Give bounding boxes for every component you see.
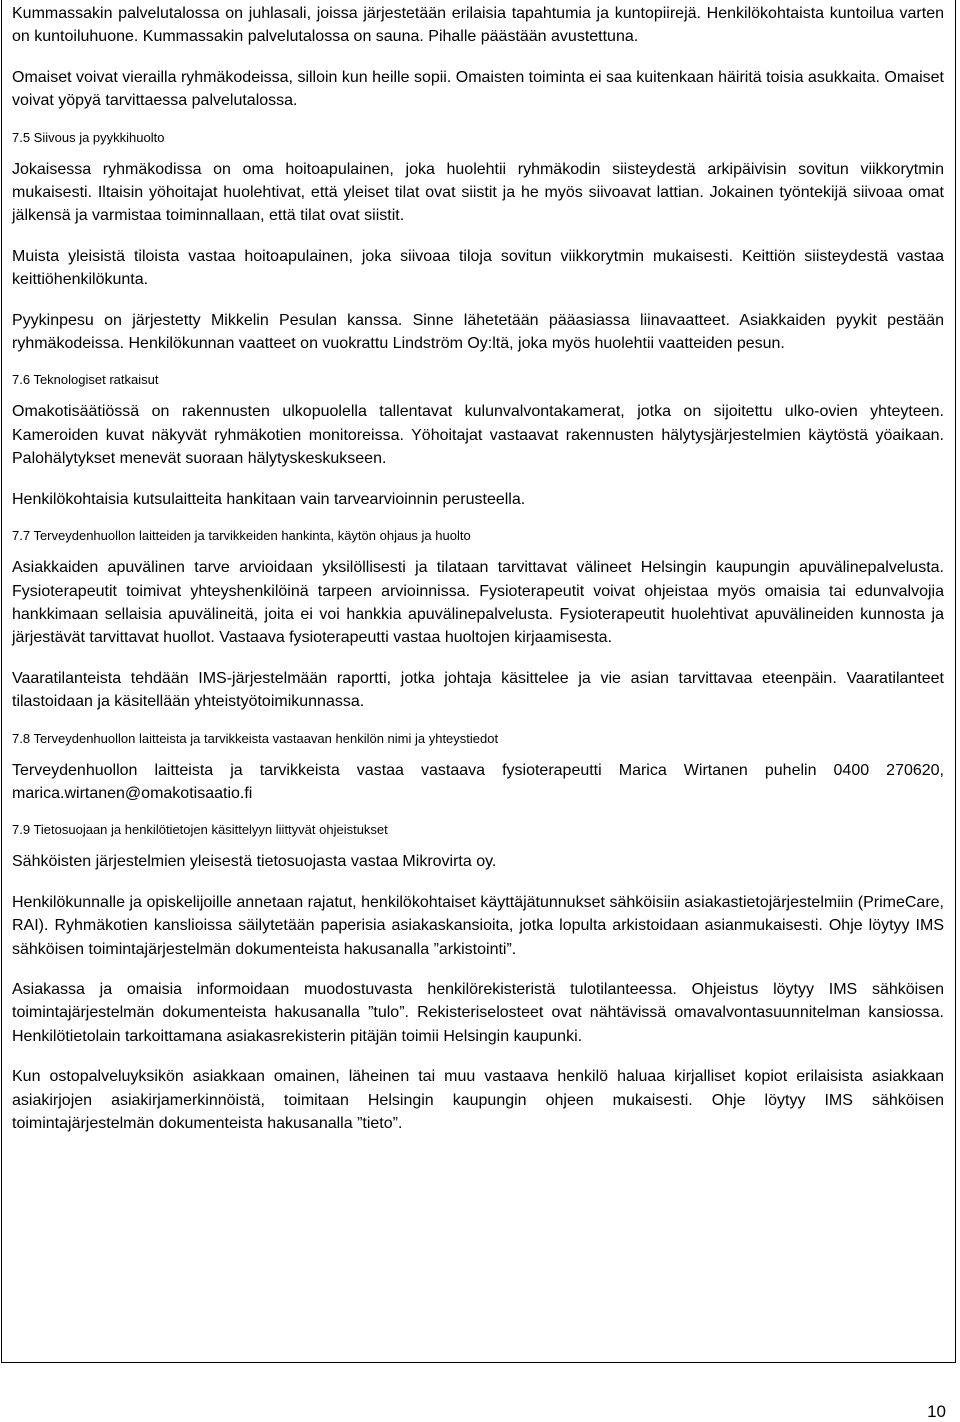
paragraph: Pyykinpesu on järjestetty Mikkelin Pesulan kanssa. Sinne lähetetään pääasiassa liinavaatteet. Asiakkaiden pyykit pestään ryhmäkodeissa. Henkilökunnan vaatteet on vuokrattu Lindström Oy:ltä, joka myös huolehtii vaatteiden pesun. xyxy=(12,311,944,353)
section-heading-7-9: 7.9 Tietosuojaan ja henkilötietojen käsittelyyn liittyvät ohjeistukset xyxy=(12,822,388,838)
paragraph: Jokaisessa ryhmäkodissa on oma hoitoapulainen, joka huolehtii ryhmäkodin siisteydestä arkipäivisin sovitun viikkorytmin mukaisesti. Iltaisin yöhoitajat huolehtivat, että yleiset tilat ovat siistit ja he myös siivoavat lattian. Jokainen työntekijä siivoaa omat jälkensä ja varmistaa toiminnallaan, että tilat ovat siistit. xyxy=(12,160,944,225)
section-heading-7-5: 7.5 Siivous ja pyykkihuolto xyxy=(12,129,165,145)
paragraph: Henkilökunnalle ja opiskelijoille annetaan rajatut, henkilökohtaiset käyttäjätunnukset sähköisiin asiakastietojärjestelmiin (PrimeCare, RAI). Ryhmäkotien kanslioissa säilytetään paperisia asiakaskansioita, jotka lopulta arkistoidaan asianmukaisesti. Ohje löytyy IMS sähköisen toimintajärjestelmän dokumenteista hakusanalla ”arkistointi”. xyxy=(12,893,944,958)
paragraph: Omakotisäätiössä on rakennusten ulkopuolella tallentavat kulunvalvontakamerat, jotka on sijoitettu ulko-ovien yhteyteen. Kameroiden kuvat näkyvät ryhmäkotien monitoreissa. Yöhoitajat vastaavat rakennusten hälytysjärjestelmien käytöstä yöaikaan. Palohälytykset menevät suoraan hälytyskeskukseen. xyxy=(12,403,944,468)
section-heading-7-6: 7.6 Teknologiset ratkaisut xyxy=(12,372,159,388)
paragraph: Asiakkaiden apuvälinen tarve arvioidaan yksilöllisesti ja tilataan tarvittavat välineet Helsingin kaupungin apuvälinepalvelusta. Fysioterapeutit toimivat yhteyshenkilöinä tarpeen arvioinnissa. Fysioterapeutit voivat ohjeistaa myös omaisia tai edunvalvojia hankkimaan sellaisia apuvälineitä, joita ei voi hankkia apuvälinepalvelusta. Fysioterapeutit huolehtivat apuvälineiden kunnosta ja järjestävät tarvittavat huollot. Vastaava fysioterapeutti vastaa huoltojen kirjaamisesta. xyxy=(12,559,944,647)
page-number: 10 xyxy=(927,1402,946,1421)
paragraph: Vaaratilanteista tehdään IMS-järjestelmään raportti, jotka johtaja käsittelee ja vie asian tarvittavaa eteenpäin. Vaaratilanteet tilastoidaan ja käsitellään yhteistyötoimikunnassa. xyxy=(12,669,944,711)
paragraph: Terveydenhuollon laitteista ja tarvikkeista vastaa vastaava fysioterapeutti Marica Wirtanen puhelin 0400 270620, marica.wirtanen@omakotisaatio.fi xyxy=(12,761,944,802)
paragraph: Asiakassa ja omaisia informoidaan muodostuvasta henkilörekisteristä tulotilanteessa. Ohjeistus löytyy IMS sähköisen toimintajärjestelmän dokumenteista hakusanalla ”tulo”. Rekisteriselosteet ovat nähtävissä omavalvontasuunnitelman kansiossa. Henkilötietolain tarkoittamana asiakasrekisterin pitäjän toimii Helsingin kaupunki. xyxy=(12,980,944,1045)
section-heading-7-7: 7.7 Terveydenhuollon laitteiden ja tarvikkeiden hankinta, käytön ohjaus ja huolto xyxy=(12,528,471,544)
section-heading-7-8: 7.8 Terveydenhuollon laitteista ja tarvikkeista vastaavan henkilön nimi ja yhteystiedot xyxy=(12,730,499,746)
paragraph: Kummassakin palvelutalossa on juhlasali, joissa järjestetään erilaisia tapahtumia ja kuntopiirejä. Henkilökohtaista kuntoilua varten on kuntoiluhuone. Kummassakin palvelutalossa on sauna. Pihalle päästään avustettuna. xyxy=(12,5,944,46)
paragraph: Henkilökohtaisia kutsulaitteita hankitaan vain tarvearvioinnin perusteella. xyxy=(12,490,526,508)
paragraph: Kun ostopalveluyksikön asiakkaan omainen, läheinen tai muu vastaava henkilö haluaa kirjalliset kopiot erilaisista asiakkaan asiakirjojen asiakirjamerkinnöistä, toimitaan Helsingin kaupungin ohjeen mukaisesti. Ohje löytyy IMS sähköisen toimintajärjestelmän dokumenteista hakusanalla ”tieto”. xyxy=(12,1068,944,1132)
paragraph: Muista yleisistä tiloista vastaa hoitoapulainen, joka siivoaa tiloja sovitun viikkorytmin mukaisesti. Keittiön siisteydestä vastaa keittiöhenkilökunta. xyxy=(12,247,944,289)
paragraph: Omaiset voivat vierailla ryhmäkodeissa, silloin kun heille sopii. Omaisten toiminta ei saa kuitenkaan häiritä toisia asukkaita. Omaiset voivat yöpyä tarvittaessa palvelutalossa. xyxy=(12,68,944,110)
document-body xyxy=(12,2,944,1135)
paragraph: Sähköisten järjestelmien yleisestä tietosuojasta vastaa Mikrovirta oy. xyxy=(12,853,497,871)
